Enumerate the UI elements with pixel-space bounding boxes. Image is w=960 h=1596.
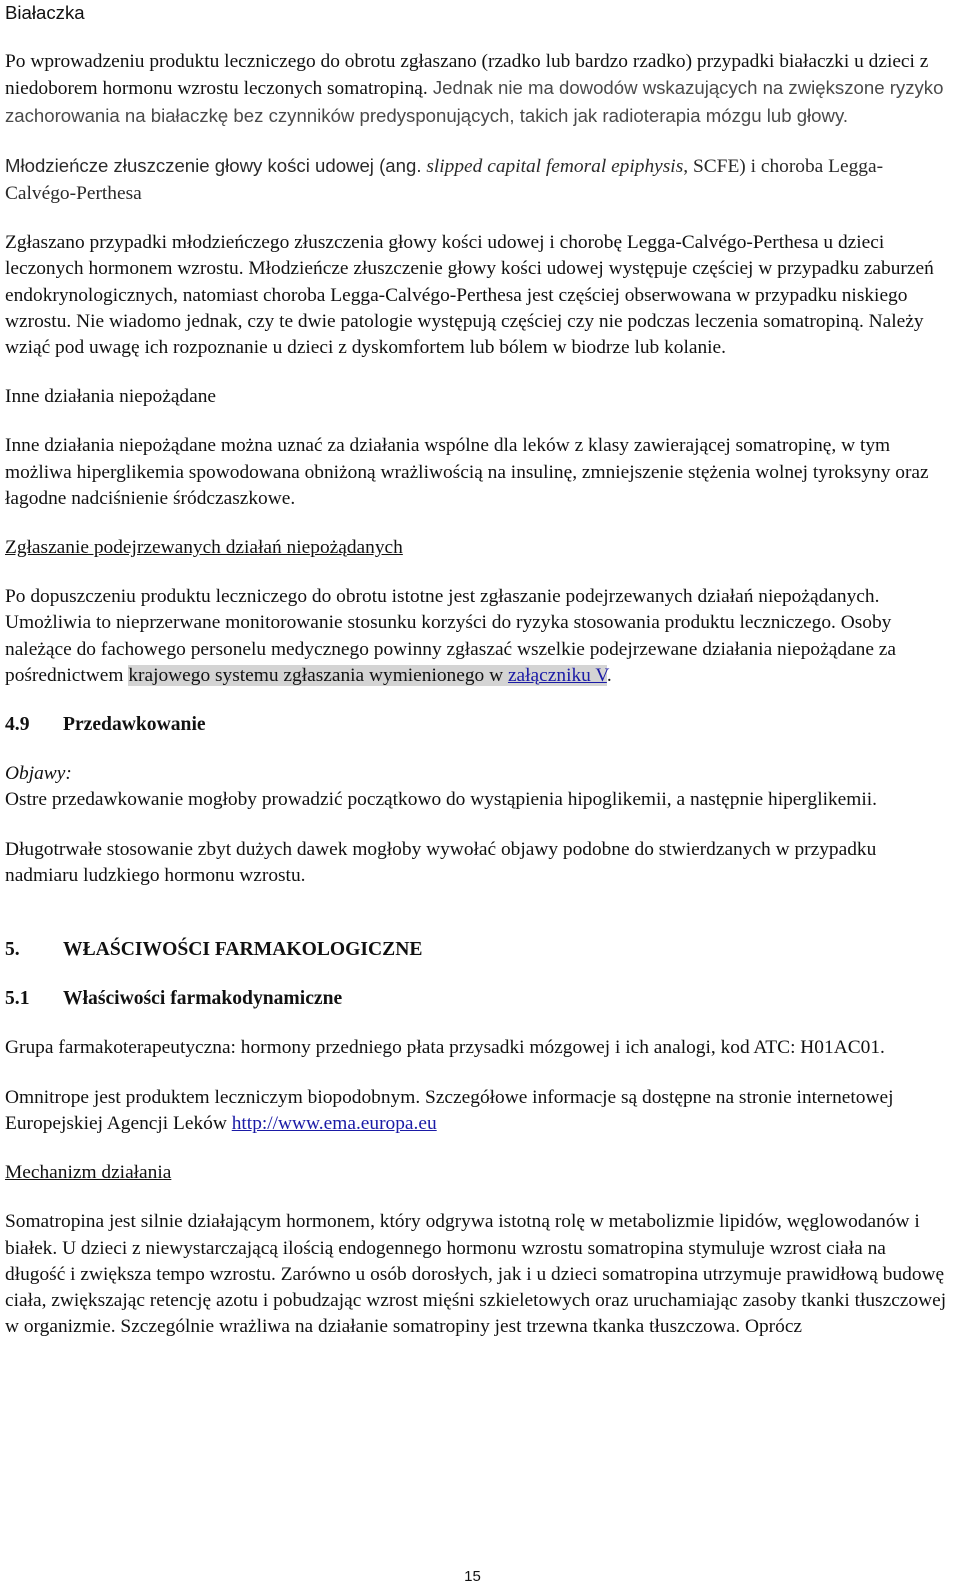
paragraph-scfe-part3: Nie wiadomo jednak, czy te dwie patologie występują częściej czy nie podczas leczenia somatropiną. bbox=[71, 310, 864, 332]
heading-number: 5. bbox=[5, 939, 20, 961]
section-title-mechanizm: Mechanizm działania bbox=[5, 1162, 172, 1184]
paragraph-przedawkowanie-2: Długotrwałe stosowanie zbyt dużych dawek mogłoby wywołać objawy podobne do stwierdzanych w przypadku nadmiaru ludzkiego hormonu wzrostu. bbox=[5, 838, 877, 886]
paragraph-farmakoterapeutyczna: Grupa farmakoterapeutyczna: hormony przedniego płata przysadki mózgowej i ich analogi, kod ATC: H01AC01. bbox=[5, 1037, 885, 1059]
paragraph-zglaszanie-end: . bbox=[606, 664, 612, 686]
paragraph-zglaszanie bbox=[5, 584, 950, 689]
paragraph-omnitrope-text: Omnitrope jest produktem leczniczym biopodobnym. Szczegółowe informacje są dostępne na stronie internetowej Europejskiej Agencji Leków bbox=[5, 1086, 894, 1134]
paragraph-przedawkowanie-1: Ostre przedawkowanie mogłoby prowadzić początkowo do wystąpienia hipoglikemii, a następnie hiperglikemii. bbox=[5, 789, 877, 811]
scfe-title-part1: Młodzieńcze złuszczenie głowy kości udowej (ang. bbox=[5, 154, 422, 176]
paragraph-bialaczka-part1: Po wprowadzeniu produktu leczniczego do obrotu zgłaszano (rzadko lub bardzo rzadko) przypadki białaczki u dzieci z niedoborem hormonu wzrostu leczonych somatropiną. bbox=[5, 51, 929, 100]
heading-text: Właściwości farmakodynamiczne bbox=[63, 988, 343, 1010]
heading-przedawkowanie bbox=[5, 712, 950, 738]
heading-text: Przedawkowanie bbox=[63, 714, 206, 736]
paragraph-bialaczka-part2: Jednak nie ma dowodów wskazujących na zwiększone ryzyko zachorowania na białaczkę bez czynników predysponujących, takich jak radioterapia mózgu lub głowy. bbox=[5, 77, 944, 126]
section-title-bialaczka: Białaczka bbox=[5, 2, 85, 23]
paragraph-mechanizm: Somatropina jest silnie działającym hormonem, który odgrywa istotną rolę w metabolizmie lipidów, węglowodanów i białek. U dzieci z niewystarczającą ilością endogennego hormonu wzrostu somatropina stymuluje wzrost ciała na długość i zwiększa tempo wzrostu. Zarówno u osób dorosłych, jak i u dzieci somatropina utrzymuje prawidłową budowę ciała, zwiększając retencję azotu i pobudzając wzrost mięśni szkieletowych oraz uruchamiając zasoby tkanki tłuszczowej w organizmie. Szczególnie wrażliwa na działanie somatropiny jest trzewna tkanka tłuszczowa. Oprócz bbox=[5, 1211, 947, 1338]
page-number: 15 bbox=[464, 1568, 481, 1585]
highlighted-text: krajowego systemu zgłaszania wymienionego w bbox=[128, 664, 508, 686]
annex-v-link[interactable]: załączniku V bbox=[507, 664, 607, 686]
highlighted-reporting-system bbox=[128, 665, 607, 686]
scfe-title-part2: , SCFE) i choroba Legga-Calvégo-Perthesa bbox=[5, 155, 884, 205]
paragraph-bialaczka bbox=[5, 49, 950, 130]
paragraph-zglaszanie-part1: Po dopuszczeniu produktu leczniczego do obrotu istotne jest zgłaszanie podejrzewanych działań niepożądanych. Umożliwia to nieprzerwane monitorowanie stosunku korzyści do ryzyka stosowania produktu leczniczego. Osoby należące do fachowego personelu medycznego powinny zgłaszać wszelkie podejrzewane działania niepożądane za pośrednictwem bbox=[5, 586, 896, 686]
heading-text: WŁAŚCIWOŚCI FARMAKOLOGICZNE bbox=[63, 939, 423, 961]
scfe-title-italic: slipped capital femoral epiphysis bbox=[421, 155, 684, 177]
paragraph-scfe-part4: Należy wziąć pod uwagę ich rozpoznanie u dzieci z dyskomfortem lub bólem w biodrze lub kolanie. bbox=[5, 310, 924, 359]
heading-number: 5.1 bbox=[5, 988, 30, 1010]
subheading-objawy: Objawy: bbox=[5, 763, 72, 785]
paragraph-scfe-part1: Zgłaszano przypadki młodzieńczego złuszczenia głowy kości udowej i chorobę Legga-Calvégo-Perthesa u dzieci leczonych hormonem wzrostu. bbox=[5, 232, 885, 280]
section-title-inne: Inne działania niepożądane bbox=[5, 386, 217, 408]
heading-farmakodynamiczne bbox=[5, 986, 950, 1012]
ema-link[interactable]: http://www.ema.europa.eu bbox=[231, 1112, 437, 1134]
document-page bbox=[5, 0, 950, 1340]
paragraph-scfe-part2: Młodzieńcze złuszczenie głowy kości udowej występuje częściej w przypadku zaburzeń endokrynologicznych, natomiast choroba Legga-Calvégo-Perthesa jest częściej obserwowana w przypadku niskiego wzrostu. bbox=[5, 258, 934, 332]
heading-wlasciwosci bbox=[5, 937, 950, 963]
paragraph-inne: Inne działania niepożądane można uznać za działania wspólne dla leków z klasy zawierającej somatropinę, w tym możliwa hiperglikemia spowodowana obniżoną wrażliwością na insulinę, zmniejszenie stężenia wolnej tyroksyny oraz łagodne nadciśnienie śródczaszkowe. bbox=[5, 435, 929, 509]
section-title-zglaszanie: Zgłaszanie podejrzewanych działań niepożądanych bbox=[5, 537, 403, 559]
paragraph-scfe bbox=[5, 230, 950, 361]
paragraph-omnitrope bbox=[5, 1085, 950, 1137]
section-title-scfe bbox=[5, 153, 950, 207]
heading-number: 4.9 bbox=[5, 714, 30, 736]
